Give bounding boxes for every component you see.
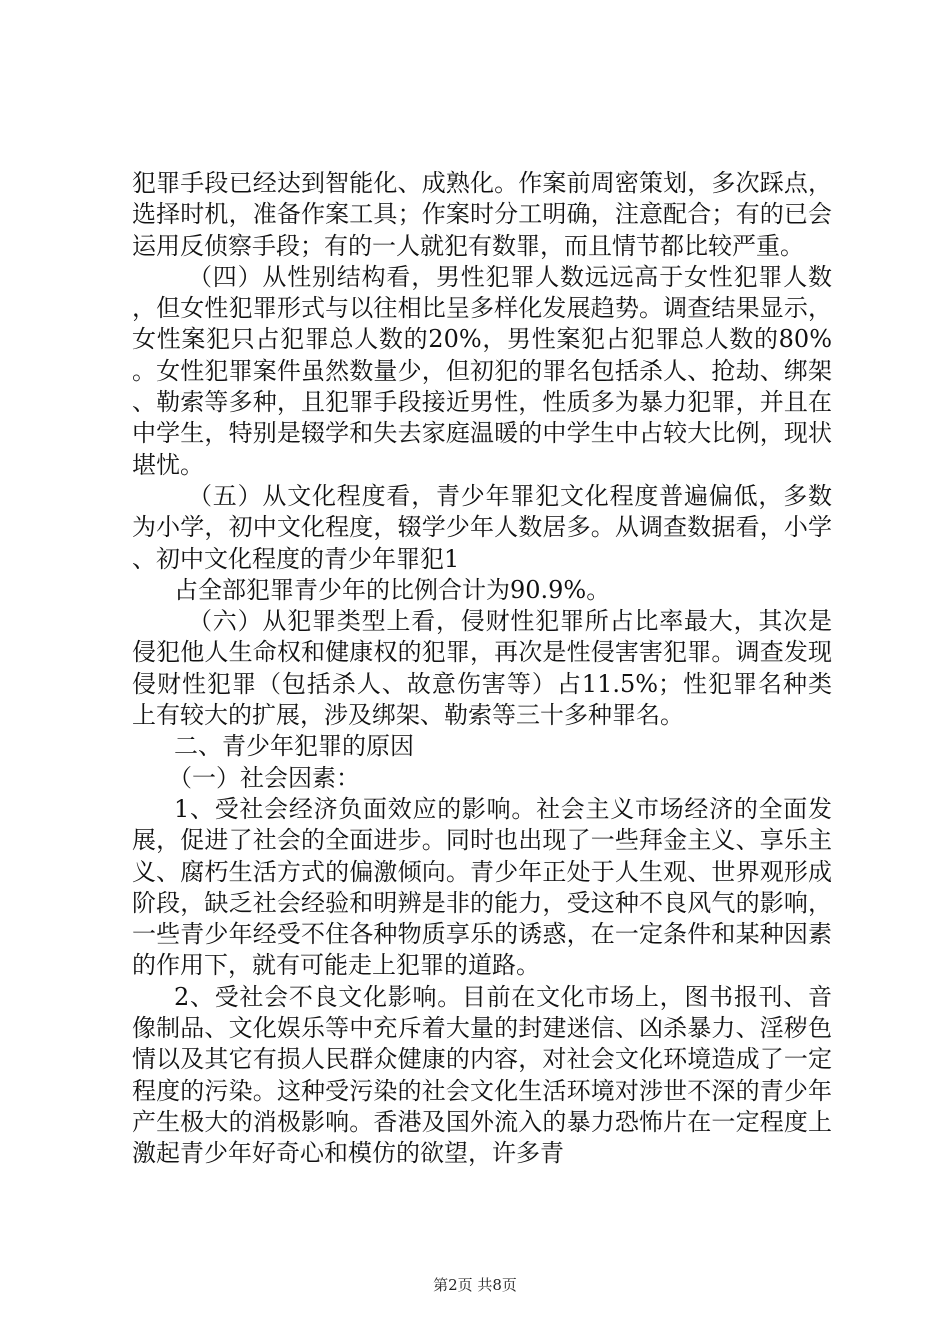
paragraph-gender-structure: （四）从性别结构看，男性犯罪人数远远高于女性犯罪人数，但女性犯罪形式与以往相比呈多样化发展趋势。调查结果显示，女性案犯只占犯罪总人数的20%，男性案犯占犯罪总人数的80%。女性犯罪案件虽然数量少，但初犯的罪名包括杀人、抢劫、绑架、勒索等多种，且犯罪手段接近男性，性质多为暴力犯罪，并且在中学生，特别是辍学和失去家庭温暖的中学生中占较大比例，现状堪忧。 [132, 262, 832, 479]
document-body [132, 168, 832, 1170]
paragraph-crime-type: （六）从犯罪类型上看，侵财性犯罪所占比率最大，其次是侵犯他人生命权和健康权的犯罪，再次是性侵害害犯罪。调查发现侵财性犯罪（包括杀人、故意伤害等）占11.5%；性犯罪名种类上有较大的扩展，涉及绑架、勒索等三十多种罪名。 [132, 607, 832, 730]
paragraph-economic-impact: 1、受社会经济负面效应的影响。社会主义市场经济的全面发展，促进了社会的全面进步。同时也出现了一些拜金主义、享乐主义、腐朽生活方式的偏激倾向。青少年正处于人生观、世界观形成阶段，缺乏社会经验和明辨是非的能力，受这种不良风气的影响，一些青少年经受不住各种物质享乐的诱惑，在一定条件和某种因素的作用下，就有可能走上犯罪的道路。 [132, 794, 832, 980]
paragraph-continuation: 犯罪手段已经达到智能化、成熟化。作案前周密策划，多次踩点，选择时机，准备作案工具；作案时分工明确，注意配合；有的已会运用反侦察手段；有的一人就犯有数罪，而且情节都比较严重。 [132, 169, 832, 260]
paragraph-education-level: （五）从文化程度看，青少年罪犯文化程度普遍偏低，多数为小学，初中文化程度，辍学少年人数居多。从调查数据看，小学、初中文化程度的青少年罪犯1 [132, 481, 832, 573]
paragraph-education-ratio: 占全部犯罪青少年的比例合计为90.9%。 [174, 575, 611, 604]
paragraph-cultural-impact: 2、受社会不良文化影响。目前在文化市场上，图书报刊、音像制品、文化娱乐等中充斥着大量的封建迷信、凶杀暴力、淫秽色情以及其它有损人民群众健康的内容，对社会文化环境造成了一定程度的污染。这种受污染的社会文化生活环境对涉世不深的青少年产生极大的消极影响。香港及国外流入的暴力恐怖片在一定程度上激起青少年好奇心和模仿的欲望，许多青 [132, 982, 832, 1168]
section-heading-causes: 二、青少年犯罪的原因 [174, 732, 414, 761]
subsection-heading-social-factors: （一）社会因素： [168, 763, 360, 792]
page-number-footer: 第2页 共8页 [433, 1276, 517, 1294]
